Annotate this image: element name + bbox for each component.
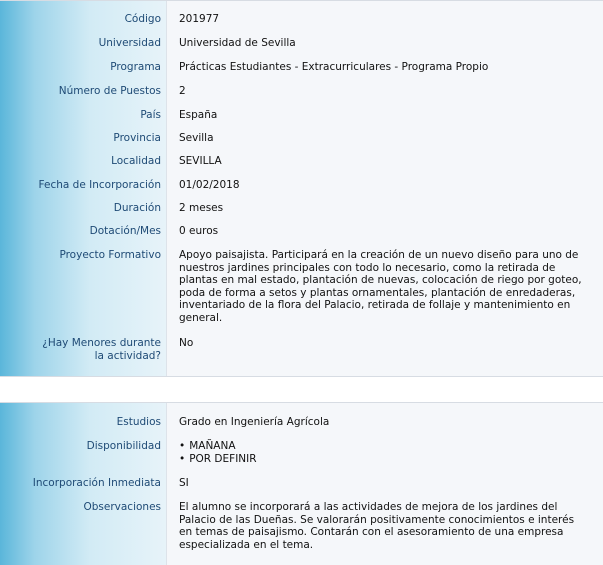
value-duracion: 2 meses [179, 202, 224, 214]
column-divider [166, 1, 167, 376]
value-localidad: SEVILLA [179, 155, 222, 167]
list-item: • MAÑANA [179, 440, 579, 453]
label-programa: Programa [110, 61, 161, 73]
value-menores: No [179, 337, 194, 349]
value-codigo: 201977 [179, 13, 220, 25]
label-numero-puestos: Número de Puestos [58, 85, 161, 97]
list-item: • POR DEFINIR [179, 453, 579, 466]
value-proyecto-formativo: Apoyo paisajista. Participará en la creación de un nuevo diseño para uno de nuestros jardines principales con todo lo necesario, como la retirada de plantas en mal estado, plantación de nuevas, colocación de riego por goteo, poda de forma a setos y plantas ornamentales, plantación de enredaderas, inventariado de la flora del Palacio, retirada de follaje y mantenimiento en general. [179, 249, 582, 324]
label-menores: ¿Hay Menores durante la actividad? [42, 337, 161, 362]
value-incorporacion-inmediata: SI [179, 477, 189, 489]
value-estudios: Grado en Ingeniería Agrícola [179, 416, 330, 428]
column-divider [166, 403, 167, 565]
label-universidad: Universidad [98, 37, 161, 49]
label-estudios: Estudios [116, 416, 161, 428]
value-fecha-incorporacion: 01/02/2018 [179, 179, 240, 191]
label-localidad: Localidad [111, 155, 161, 167]
value-programa: Prácticas Estudiantes - Extracurriculares - Programa Propio [179, 61, 489, 73]
value-pais: España [179, 109, 218, 121]
label-incorporacion-inmediata: Incorporación Inmediata [32, 477, 161, 489]
value-observaciones: El alumno se incorporará a las actividades de mejora de los jardines del Palacio de las Dueñas. Se valorarán positivamente conocimientos e interés en temas de paisajismo. Contarán con el asesoramiento de una empresa especializada en el tema. [179, 501, 575, 551]
label-duracion: Duración [113, 202, 161, 214]
value-disponibilidad-list [179, 440, 579, 465]
value-numero-puestos: 2 [179, 85, 186, 97]
label-disponibilidad: Disponibilidad [86, 440, 161, 452]
label-observaciones: Observaciones [83, 501, 161, 513]
value-provincia: Sevilla [179, 132, 214, 144]
value-universidad: Universidad de Sevilla [179, 37, 296, 49]
label-codigo: Código [124, 13, 161, 25]
label-fecha-incorporacion: Fecha de Incorporación [38, 179, 161, 191]
requirements-panel [0, 402, 603, 565]
label-dotacion: Dotación/Mes [89, 225, 161, 237]
label-provincia: Provincia [113, 132, 161, 144]
value-dotacion: 0 euros [179, 225, 219, 237]
label-proyecto-formativo: Proyecto Formativo [59, 249, 161, 261]
label-pais: País [140, 109, 161, 121]
